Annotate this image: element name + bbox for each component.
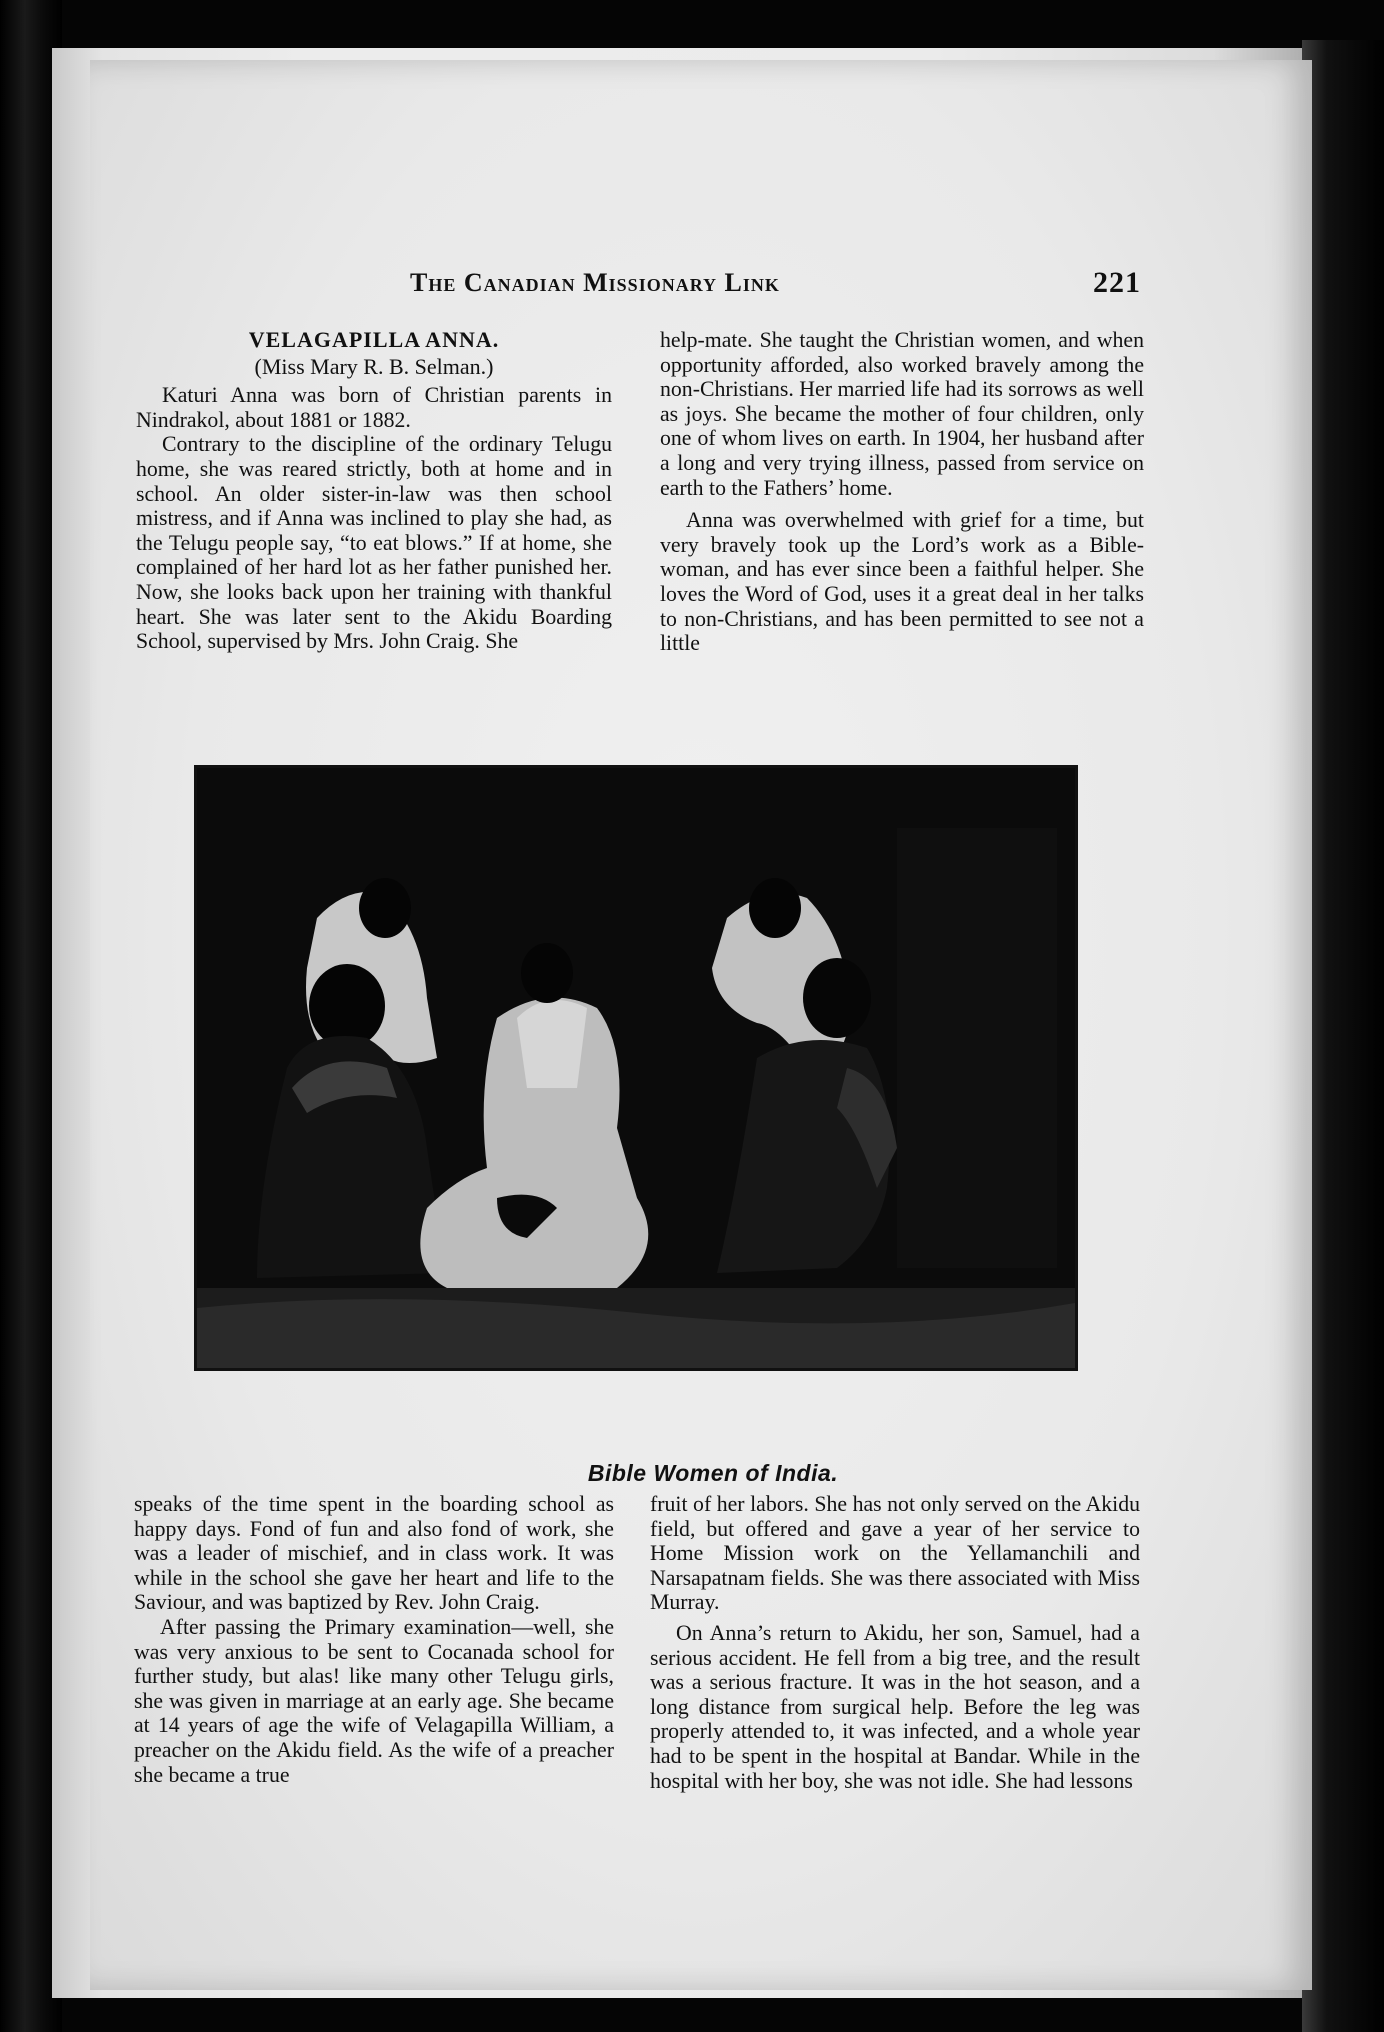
- page-number: 221: [1093, 266, 1141, 299]
- book-spine-right: [1302, 40, 1384, 2032]
- column-bottom-right: [650, 1492, 1140, 1793]
- paragraph: fruit of her labors. She has not only served on the Akidu field, but offered and gave a year of her service to Home Mission work on the Yellamanchili and Narsapatnam fields. She was there associated with Miss Murray.: [650, 1492, 1140, 1615]
- paragraph: Contrary to the discipline of the ordinary Telugu home, she was reared strictly, both at home and in school. An older sister-in-law was then school mistress, and if Anna was inclined to play she had, as the Telugu people say, “to eat blows.” If at home, she complained of her hard lot as her father punished her. Now, she looks back upon her training with thankful heart. She was later sent to the Akidu Boarding School, supervised by Mrs. John Craig. She: [136, 432, 612, 654]
- photo-caption: Bible Women of India.: [587, 1460, 839, 1486]
- photograph-bible-women: [194, 765, 1078, 1371]
- running-title: The Canadian Missionary Link: [410, 268, 780, 297]
- article-title: VELAGAPILLA ANNA.: [248, 327, 500, 352]
- article-author: (Miss Mary R. B. Selman.): [254, 353, 494, 379]
- paragraph: Katuri Anna was born of Christian parents in Nindrakol, about 1881 or 1882.: [136, 383, 612, 432]
- paragraph: After passing the Primary examination—well, she was very anxious to be sent to Cocanada school for further study, but alas! like many other Telugu girls, she was given in marriage at an early age. She became at 14 years of age the wife of Velagapilla William, a preacher on the Akidu field. As the wife of a preacher she became a true: [134, 1614, 614, 1787]
- column-bottom-left: [134, 1492, 614, 1787]
- paragraph: help-mate. She taught the Christian women, and when opportunity afforded, also worked bravely among the non-Christians. Her married life had its sorrows as well as joys. She became the mother of four children, only one of whom lives on earth. In 1904, her husband after a long and very trying illness, passed from service on earth to the Fathers’ home.: [660, 328, 1144, 500]
- paragraph: Anna was overwhelmed with grief for a time, but very bravely took up the Lord’s work as a Bible-woman, and has ever since been a faithful helper. She loves the Word of God, uses it a great deal in her talks to non-Christians, and has been permitted to see not a little: [660, 508, 1144, 656]
- paragraph: speaks of the time spent in the boarding school as happy days. Fond of fun and also fond of work, she was a leader of mischief, and in class work. It was while in the school she gave her heart and life to the Saviour, and was baptized by Rev. John Craig.: [134, 1492, 614, 1615]
- column-top-left: [136, 328, 612, 654]
- paragraph: On Anna’s return to Akidu, her son, Samuel, had a serious accident. He fell from a big tree, and the result was a serious fracture. It was in the hot season, and a long distance from surgical help. Before the leg was properly attended to, it was infected, and a whole year had to be spent in the hospital at Bandar. While in the hospital with her boy, she was not idle. She had lessons: [650, 1620, 1140, 1793]
- magazine-page: [90, 60, 1312, 1990]
- column-top-right: [660, 328, 1144, 656]
